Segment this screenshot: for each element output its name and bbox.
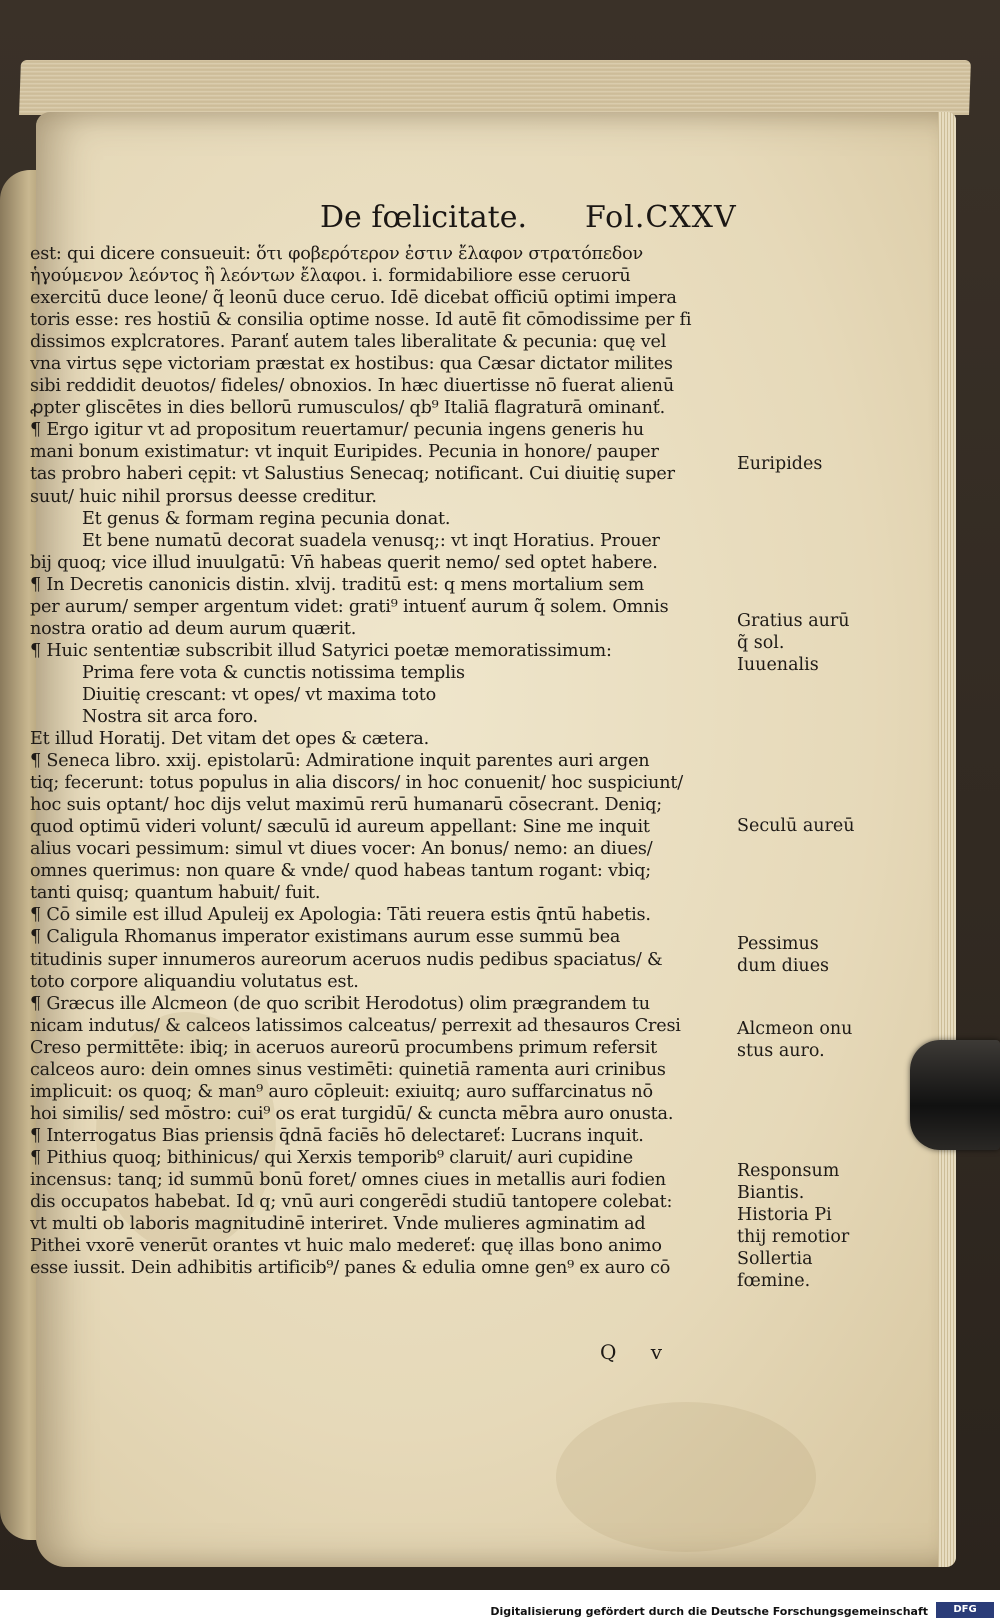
text-line: omnes querimus: non quare & vnde/ quod habeas tantum rogant: vbiq;: [30, 861, 652, 882]
margin-note-line: Euripides: [737, 454, 823, 474]
text-line: ¶ Ergo igitur vt ad propositum reuertamur/ pecunia ingens generis hu: [30, 420, 644, 441]
text-line: ¶ Græcus ille Alcmeon (de quo scribit Herodotus) olim prægrandem tu: [30, 993, 650, 1014]
text-line: hoc suis optant/ hoc dijs velut maximū rerū humanarū cōsecrant. Deniq;: [30, 795, 662, 816]
margin-note-pessimus: [737, 933, 877, 977]
margin-note-line: thij remotior: [737, 1227, 850, 1247]
text-line: tiq; fecerunt: totus populus in alia discors/ in hoc conuenit/ hoc suspiciunt/: [30, 773, 683, 794]
margin-note-line: Alcmeon onu: [737, 1019, 853, 1039]
text-line: ¶ Seneca libro. xxij. epistolarū: Admiratione inquit parentes auri argen: [30, 751, 650, 772]
text-line: ἡγούμενον λεόντος ἢ λεόντων ἔλαφοι. i. formidabiliore esse ceruorū: [30, 266, 631, 287]
text-line: ¶ Interrogatus Bias priensis q̄dnā faciēs hō delectareť: Lucrans inquit.: [30, 1125, 644, 1146]
margin-note-alcmeon: [737, 1018, 877, 1062]
margin-note-line: Pessimus: [737, 934, 819, 954]
text-line: toris esse: res hostiū & consilia optime nosse. Id autē fit cōmodissime per fi: [30, 310, 692, 331]
margin-note-responsum: [737, 1160, 877, 1292]
main-text-block: [30, 243, 750, 1279]
margin-note-line: Sollertia: [737, 1249, 813, 1269]
text-line: Creso permittēte: ibiq; in aceruos aureorū procumbens primum refersit: [30, 1037, 658, 1058]
text-line: ¶ In Decretis canonicis distin. xlvij. traditū est: q mens mortalium sem: [30, 574, 645, 595]
text-line: per aurum/ semper argentum videt: grati⁹ intuenť aurum q̃ solem. Omnis: [30, 596, 669, 617]
text-line: nostra oratio ad deum aurum quærit.: [30, 618, 357, 639]
margin-note-line: q̃ sol.: [737, 633, 785, 653]
page-stain: [556, 1402, 816, 1552]
margin-note-line: dum diues: [737, 956, 830, 976]
text-line: Pithei vxorē venerūt orantes vt huic malo medereť: quę illas bono animo: [30, 1236, 662, 1257]
text-line: ¶ Huic sententiæ subscribit illud Satyrici poetæ memoratissimum:: [30, 640, 612, 661]
text-line: est: qui dicere consueuit: ὅτι φοβερότερον ἐστιν ἔλαφον στρατόπεδον: [30, 244, 644, 264]
text-line: ꝓpter gliscētes in dies bellorū rumusculos/ qb⁹ Italiā flagraturā ominanť.: [30, 398, 665, 419]
text-line: incensus: tanq; id summū bonū foret/ omnes ciues in metallis auri fodien: [30, 1169, 666, 1190]
text-line: esse iussit. Dein adhibitis artificib⁹/ panes & edulia omne gen⁹ ex auro cō: [30, 1258, 671, 1279]
text-line: Prima fere vota & cunctis notissima templis: [82, 662, 465, 683]
text-line: bij quoq; vice illud inuulgatū: Vn̄ habeas querit nemo/ sed optet habere.: [30, 552, 658, 573]
text-line: Et illud Horatij. Det vitam det opes & cætera.: [30, 729, 429, 750]
dfg-logo: DFG: [936, 1602, 994, 1618]
text-line: implicuit: os quoq; & man⁹ auro cōpleuit: exiuitq; auro suffarcinatus nō: [30, 1081, 653, 1102]
text-line: titudinis super innumeros aureorum aceruos nudis pedibus spaciatus/ &: [30, 949, 663, 970]
margin-note-line: Iuuenalis: [737, 655, 819, 675]
margin-note-iuuenalis: [737, 654, 877, 676]
margin-note-line: fœmine.: [737, 1271, 811, 1291]
text-line: ¶ Pithius quoq; bithinicus/ qui Xerxis temporib⁹ claruit/ auri cupidine: [30, 1147, 633, 1168]
margin-note-line: stus auro.: [737, 1041, 825, 1061]
text-line: dis occupatos habebat. Id q; vnū auri congerēdi studiū tantopere colebat:: [30, 1192, 673, 1213]
text-line: Nostra sit arca foro.: [82, 706, 258, 727]
text-line: calceos auro: dein omnes sinus vestimēti: quinetiā ramenta auri crinibus: [30, 1059, 666, 1080]
funding-credit: Digitalisierung gefördert durch die Deutsche Forschungsgemeinschaft: [490, 1605, 928, 1618]
margin-note-line: Seculū aureū: [737, 816, 855, 836]
text-line: vna virtus sępe victoriam præstat ex hostibus: qua Cæsar dictator milites: [30, 354, 673, 375]
text-line: ¶ Caligula Rhomanus imperator existimans aurum esse summū bea: [30, 927, 621, 948]
text-line: quod optimū videri volunt/ sæculū id aureum appellant: Sine me inquit: [30, 817, 650, 838]
page-fore-edge: [938, 112, 956, 1567]
margin-note-gratius: [737, 610, 877, 654]
text-line: alius vocari pessimum: simul vt diues vocer: An bonus/ nemo: an diues/: [30, 839, 653, 860]
margin-note-line: Gratius aurū: [737, 611, 850, 631]
margin-note-line: Biantis.: [737, 1183, 805, 1203]
text-line: Et genus & formam regina pecunia donat.: [82, 508, 451, 529]
text-line: tanti quisq; quantum habuit/ fuit.: [30, 883, 321, 904]
text-line: vt multi ob laboris magnitudinē interiret. Vnde mulieres agminatim ad: [30, 1214, 646, 1235]
text-line: suut/ huic nihil prorsus deesse creditur.: [30, 486, 377, 507]
text-line: nicam indutus/ & calceos latissimos calceatus/ perrexit ad thesauros Cresi: [30, 1015, 681, 1036]
text-line: Diuitię crescant: vt opes/ vt maxima toto: [82, 684, 436, 705]
signature-mark: Q v: [600, 1340, 677, 1364]
text-line: ¶ Cō simile est illud Apuleij ex Apologia: Tāti reuera estis q̄ntū habetis.: [30, 905, 651, 926]
folio-number: Fol.CXXV: [585, 200, 737, 235]
margin-note-seculum: [737, 815, 877, 837]
text-line: tas probro haberi cępit: vt Salustius Senecaq; notificant. Cui diuitię super: [30, 464, 675, 485]
text-line: Et bene numatū decorat suadela venusq;: vt inqt Horatius. Prouer: [82, 530, 660, 551]
text-line: dissimos explcratores. Paranť autem tales liberalitate & pecunia: quę vel: [30, 332, 667, 353]
running-title: De fœlicitate.: [320, 200, 527, 235]
text-line: sibi reddidit deuotos/ fideles/ obnoxios. In hæc diuertisse nō fuerat alienū: [30, 376, 674, 397]
text-line: mani bonum existimatur: vt inquit Euripides. Pecunia in honore/ pauper: [30, 442, 659, 463]
margin-note-line: Historia Pi: [737, 1205, 832, 1225]
book-clip: [910, 1040, 1000, 1150]
page-block-edge: [19, 60, 971, 115]
text-line: toto corpore aliquandiu volutatus est.: [30, 971, 359, 992]
text-line: hoi similis/ sed mōstro: cui⁹ os erat turgidū/ & cuncta mēbra auro onusta.: [30, 1103, 674, 1124]
margin-note-line: Responsum: [737, 1161, 840, 1181]
page-header: [320, 200, 760, 240]
text-line: exercitū duce leone/ q̃ leonū duce ceruo. Idē dicebat officiū optimi impera: [30, 288, 677, 309]
margin-note-euripides: [737, 453, 877, 475]
